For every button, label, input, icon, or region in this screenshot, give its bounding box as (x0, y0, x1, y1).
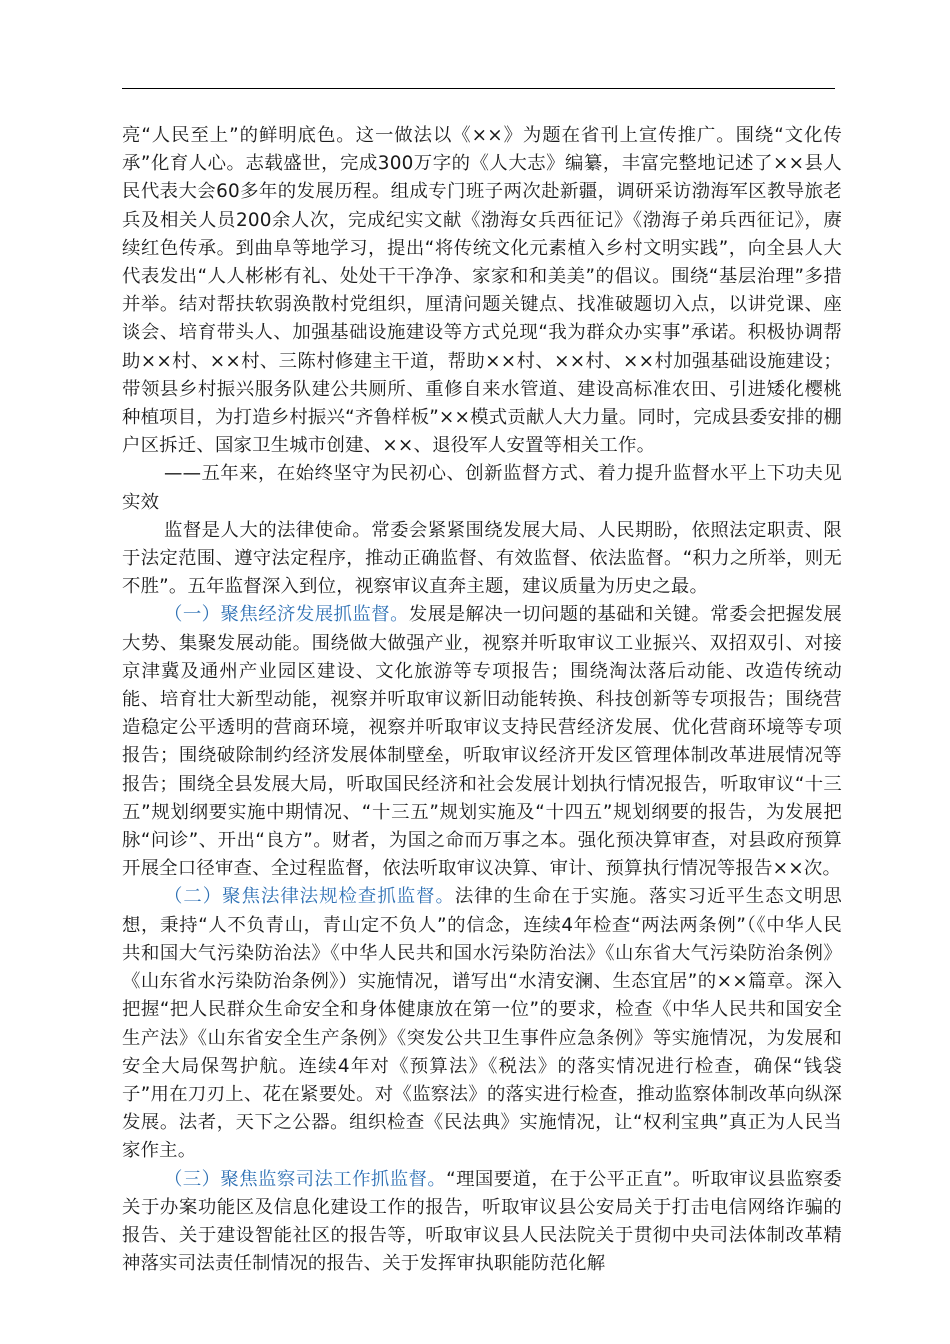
paragraph (122, 1166, 842, 1279)
subsection-lead: （二）聚焦法律法规检查抓监督。 (164, 886, 455, 908)
paragraph-text: ——五年来，在始终坚守为民初心、创新监督方式、着力提升监督水平上下功夫见实效 (122, 463, 842, 513)
subsection-lead: （三）聚焦监察司法工作抓监督。 (164, 1168, 447, 1190)
paragraph-text: 监督是人大的法律使命。常委会紧紧围绕发展大局、人民期盼，依照法定职责、限于法定范围、遵守法定程序，推动正确监督、有效监督、依法监督。“积力之所举，则无不胜”。五年监督深入到位，视察审议直奔主题，建议质量为历史之最。 (122, 519, 842, 598)
paragraph-text: 法律的生命在于实施。落实习近平生态文明思想，秉持“人不负青山，青山定不负人”的信念，连续4年检查“两法两条例”（《中华人民共和国大气污染防治法》《中华人民共和国水污染防治法》《山东省大气污染防治条例》《山东省水污染防治条例》）实施情况，谱写出“水清安澜、生态宜居”的××篇章。深入把握“把人民群众生命安全和身体健康放在第一位”的要求，检查《中华人民共和国安全生产法》《山东省安全生产条例》《突发公共卫生事件应急条例》等实施情况，为发展和安全大局保驾护航。连续4年对《预算法》《税法》的落实情况进行检查，确保“钱袋子”用在刀刃上、花在紧要处。对《监察法》的落实进行检查，推动监察体制改革向纵深发展。法者，天下之公器。组织检查《民法典》实施情况，让“权利宝典”真正为人民当家作主。 (122, 886, 842, 1162)
paragraph (122, 601, 842, 883)
paragraph-text: 亮“人民至上”的鲜明底色。这一做法以《××》为题在省刊上宣传推广。围绕“文化传承”化育人心。志载盛世，完成300万字的《人大志》编纂，丰富完整地记述了××县人民代表大会60多年的发展历程。组成专门班子两次赴新疆，调研采访渤海军区教导旅老兵及相关人员200余人次，完成纪实文献《渤海女兵西征记》《渤海子弟兵西征记》，赓续红色传承。到曲阜等地学习，提出“将传统文化元素植入乡村文明实践”，向全县人大代表发出“人人彬彬有礼、处处干干净净、家家和和美美”的倡议。围绕“基层治理”多措并举。结对帮扶软弱涣散村党组织，厘清问题关键点、找准破题切入点，以讲党课、座谈会、培育带头人、加强基础设施建设等方式兑现“我为群众办实事”承诺。积极协调帮助××村、××村、三陈村修建主干道，帮助××村、××村、××村加强基础设施建设；带领县乡村振兴服务队建公共厕所、重修自来水管道、建设高标准农田、引进矮化樱桃种植项目，为打造乡村振兴“齐鲁样板”××模式贡献人大力量。同时，完成县委安排的棚户区拆迁、国家卫生城市创建、××、退役军人安置等相关工作。 (122, 125, 842, 457)
document-body (122, 122, 842, 1278)
paragraph-text: 发展是解决一切问题的基础和关键。常委会把握发展大势、集聚发展动能。围绕做大做强产业，视察并听取审议工业振兴、双招双引、对接京津冀及通州产业园区建设、文化旅游等专项报告；围绕淘汰落后动能、改造传统动能、培育壮大新型动能，视察并听取审议新旧动能转换、科技创新等专项报告；围绕营造稳定公平透明的营商环境，视察并听取审议支持民营经济发展、优化营商环境等专项报告；围绕破除制约经济发展体制壁垒，听取审议经济开发区管理体制改革进展情况等报告；围绕全县发展大局，听取国民经济和社会发展计划执行情况报告，听取审议“十三五”规划纲要实施中期情况、“十三五”规划实施及“十四五”规划纲要的报告，为发展把脉“问诊”、开出“良方”。财者，为国之命而万事之本。强化预决算审查，对县政府预算开展全口径审查、全过程监督，依法听取审议决算、审计、预算执行情况等报告××次。 (122, 604, 842, 880)
paragraph (122, 883, 842, 1165)
section-heading (122, 460, 842, 516)
paragraph (122, 517, 842, 602)
paragraph-text: “理国要道，在于公平正直”。听取审议县监察委关于办案功能区及信息化建设工作的报告，听取审议县公安局关于打击电信网络诈骗的报告、关于建设智能社区的报告等，听取审议县人民法院关于贯彻中央司法体制改革精神落实司法责任制情况的报告、关于发挥审执职能防范化解 (122, 1168, 842, 1275)
header-rule (122, 88, 835, 89)
subsection-lead: （一）聚焦经济发展抓监督。 (164, 604, 409, 626)
paragraph (122, 122, 842, 460)
